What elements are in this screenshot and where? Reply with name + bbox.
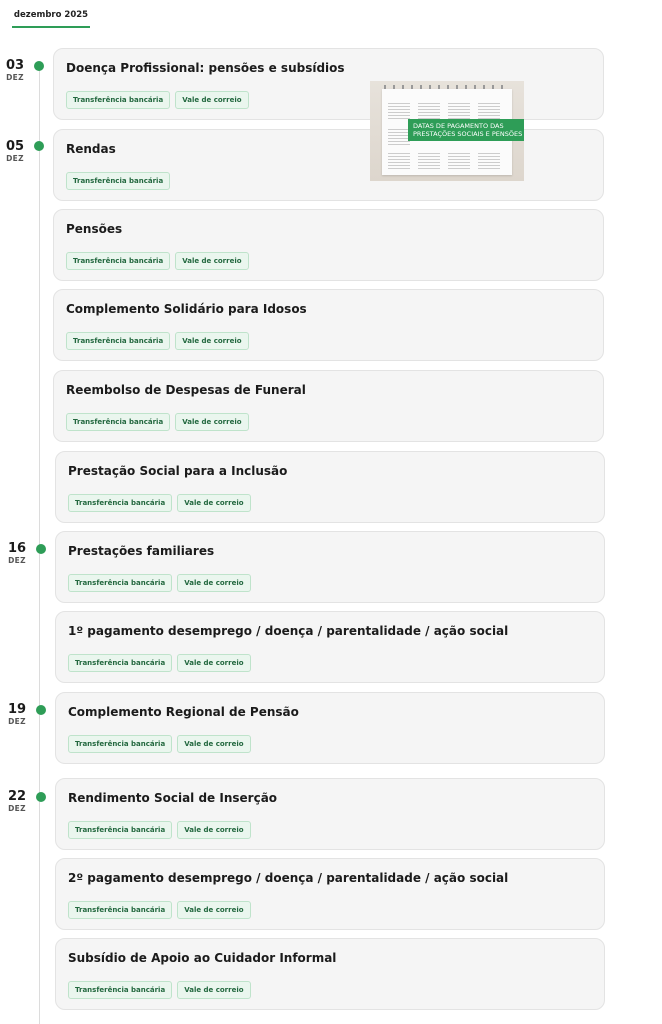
calendar-month-grid (388, 129, 410, 145)
payment-card[interactable] (55, 858, 605, 930)
date-month: DEZ (8, 556, 26, 565)
tag-bank-transfer: Transferência bancária (66, 91, 170, 109)
date-month: DEZ (6, 154, 24, 163)
tag-bank-transfer: Transferência bancária (66, 252, 170, 270)
date-month: DEZ (8, 717, 26, 726)
timeline-dot (36, 792, 46, 802)
payment-methods (66, 91, 249, 109)
tag-bank-transfer: Transferência bancária (68, 654, 172, 672)
tag-bank-transfer: Transferência bancária (68, 901, 172, 919)
timeline-dot (36, 544, 46, 554)
tag-bank-transfer: Transferência bancária (66, 332, 170, 350)
payment-card[interactable] (53, 209, 604, 281)
payment-methods (68, 574, 251, 592)
payment-methods (68, 735, 251, 753)
calendar-month-grid (448, 153, 470, 169)
thumbnail-banner-line: DATAS DE PAGAMENTO DAS (413, 122, 504, 130)
tag-bank-transfer: Transferência bancária (66, 172, 170, 190)
payment-card[interactable] (55, 451, 605, 523)
card-title: Prestação Social para a Inclusão (68, 464, 288, 478)
tag-bank-transfer: Transferência bancária (68, 981, 172, 999)
payment-methods (66, 413, 249, 431)
month-tab[interactable] (12, 6, 90, 28)
tag-postal-order: Vale de correio (175, 332, 248, 350)
payment-card[interactable] (55, 531, 605, 603)
timeline-dot (34, 141, 44, 151)
card-title: Complemento Regional de Pensão (68, 705, 299, 719)
date-month: DEZ (6, 73, 24, 82)
calendar-rings (384, 85, 510, 89)
payment-methods (68, 821, 251, 839)
payment-methods (68, 494, 251, 512)
tag-postal-order: Vale de correio (177, 574, 250, 592)
thumbnail-banner (408, 119, 524, 141)
date-month: DEZ (8, 804, 26, 813)
calendar-month-grid (388, 153, 410, 169)
date-day: 22 (7, 789, 27, 804)
date-marker (5, 541, 29, 566)
payment-methods (66, 172, 170, 190)
tag-bank-transfer: Transferência bancária (68, 494, 172, 512)
date-marker (3, 139, 27, 164)
card-title: Subsídio de Apoio ao Cuidador Informal (68, 951, 337, 965)
calendar-month-grid (478, 103, 500, 119)
date-day: 03 (5, 58, 25, 73)
thumbnail-banner-line: PRESTAÇÕES SOCIAIS E PENSÕES (413, 130, 523, 138)
payment-card[interactable] (55, 611, 605, 683)
payment-card[interactable] (55, 778, 605, 850)
date-day: 05 (5, 139, 25, 154)
card-title: Reembolso de Despesas de Funeral (66, 383, 306, 397)
payment-card[interactable] (55, 692, 605, 764)
payment-methods (68, 654, 251, 672)
tag-postal-order: Vale de correio (177, 654, 250, 672)
calendar-month-grid (478, 153, 500, 169)
tag-postal-order: Vale de correio (175, 91, 248, 109)
calendar-month-grid (418, 153, 440, 169)
card-title: 1º pagamento desemprego / doença / parentalidade / ação social (68, 624, 509, 638)
tag-postal-order: Vale de correio (177, 821, 250, 839)
date-marker (5, 702, 29, 727)
tag-bank-transfer: Transferência bancária (66, 413, 170, 431)
payment-methods (68, 901, 251, 919)
month-tab-label: dezembro 2025 (13, 10, 89, 20)
calendar-month-grid (448, 103, 470, 119)
payment-methods (66, 252, 249, 270)
tag-postal-order: Vale de correio (177, 735, 250, 753)
tag-postal-order: Vale de correio (175, 252, 248, 270)
card-title: Pensões (66, 222, 123, 236)
card-title: Rendimento Social de Inserção (68, 791, 278, 805)
tag-postal-order: Vale de correio (177, 981, 250, 999)
date-day: 19 (7, 702, 27, 717)
date-day: 16 (7, 541, 27, 556)
tag-postal-order: Vale de correio (175, 413, 248, 431)
timeline-dot (34, 61, 44, 71)
card-title: Doença Profissional: pensões e subsídios (66, 61, 345, 75)
calendar-month-grid (418, 103, 440, 119)
tag-bank-transfer: Transferência bancária (68, 735, 172, 753)
payment-card[interactable] (55, 938, 605, 1010)
card-title: 2º pagamento desemprego / doença / parentalidade / ação social (68, 871, 509, 885)
card-title: Rendas (66, 142, 116, 156)
payment-card[interactable] (53, 370, 604, 442)
timeline-dot (36, 705, 46, 715)
date-marker (5, 789, 29, 814)
card-title: Prestações familiares (68, 544, 215, 558)
month-tab-underline (12, 26, 90, 28)
tag-postal-order: Vale de correio (177, 901, 250, 919)
payment-card[interactable] (53, 289, 604, 361)
tag-postal-order: Vale de correio (177, 494, 250, 512)
tag-bank-transfer: Transferência bancária (68, 574, 172, 592)
payment-methods (66, 332, 249, 350)
calendar-month-grid (388, 103, 410, 119)
payment-methods (68, 981, 251, 999)
tag-bank-transfer: Transferência bancária (68, 821, 172, 839)
payment-dates-thumbnail[interactable] (370, 81, 524, 181)
card-title: Complemento Solidário para Idosos (66, 302, 307, 316)
date-marker (3, 58, 27, 83)
